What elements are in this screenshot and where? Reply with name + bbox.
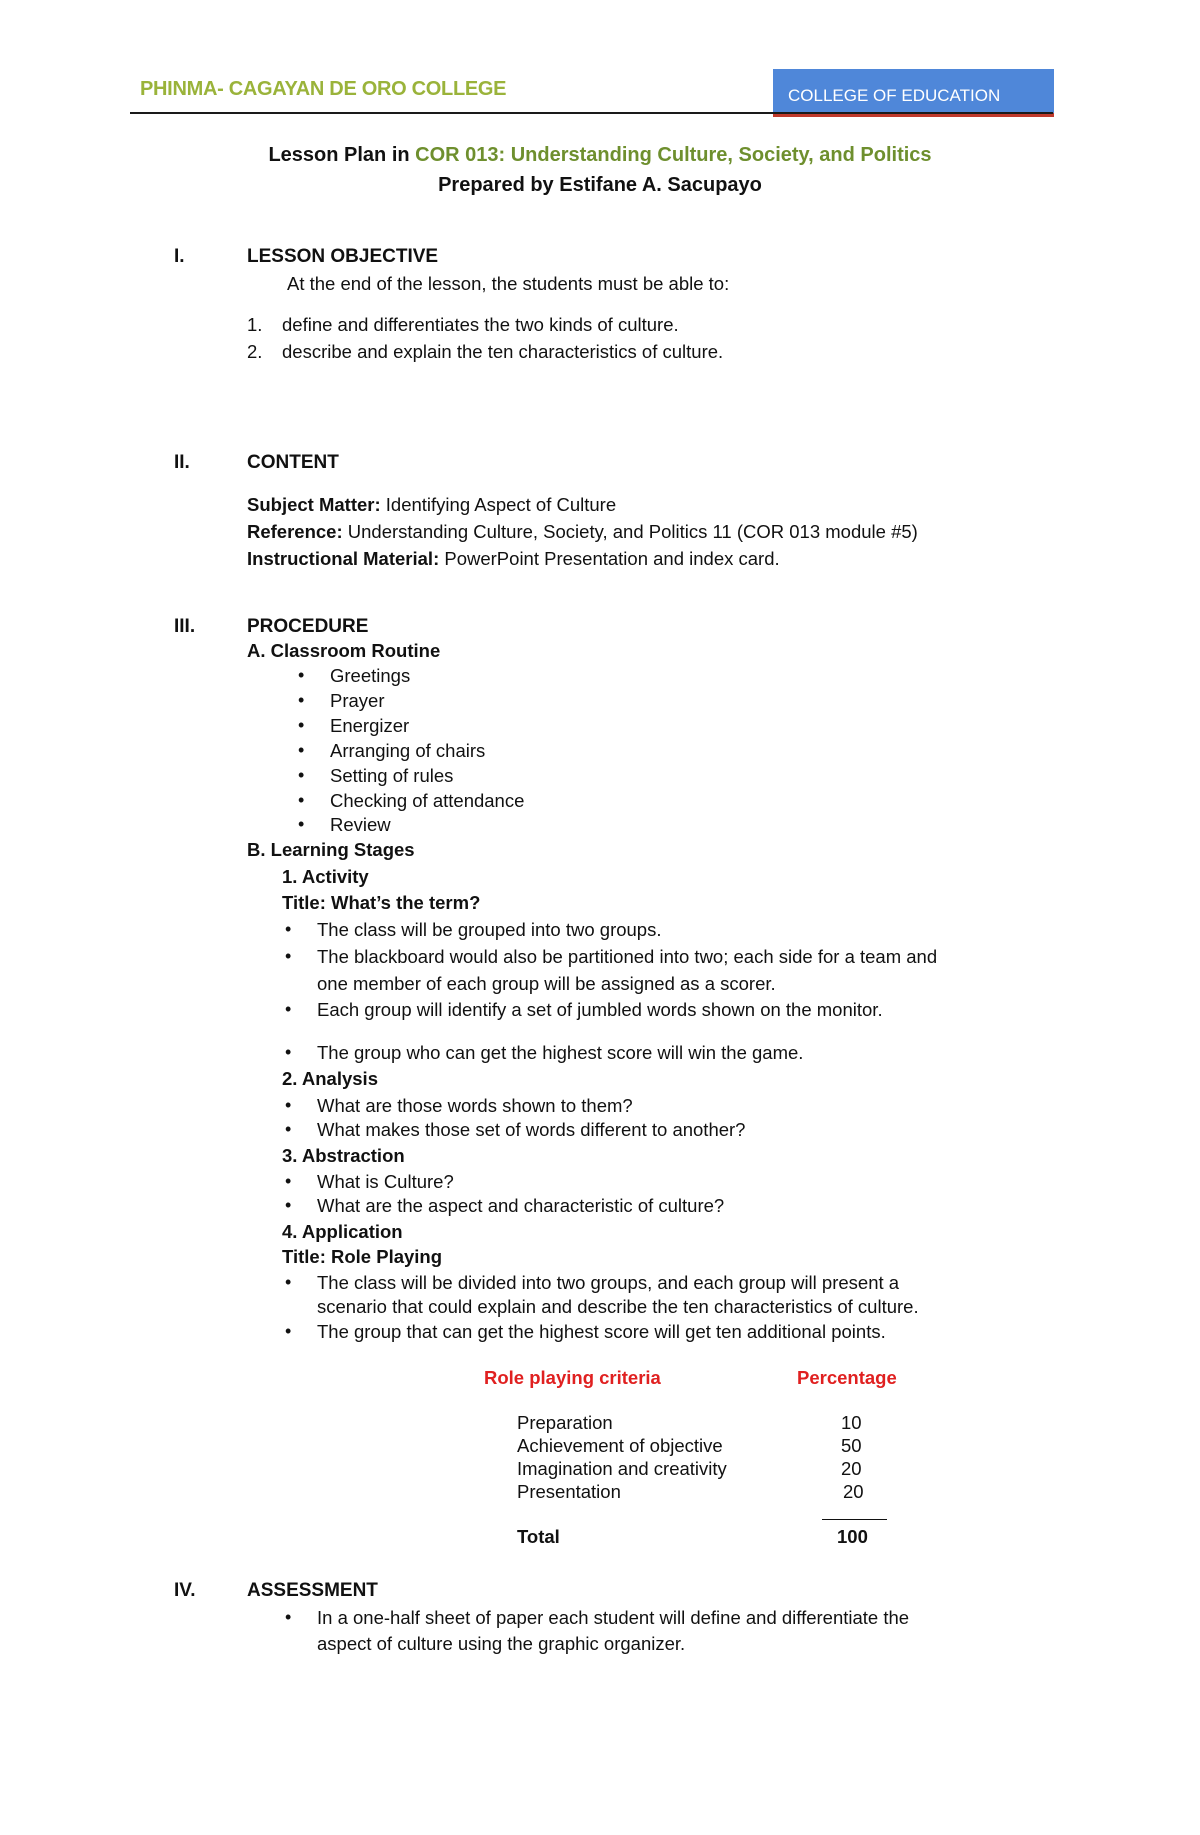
title-prefix: Lesson Plan in — [268, 144, 416, 166]
activity-item: The blackboard would also be partitioned into two; each side for a team and — [317, 946, 938, 967]
bullet-icon: • — [298, 665, 305, 685]
reference-label: Reference: — [247, 521, 343, 542]
college-name: PHINMA- CAGAYAN DE ORO COLLEGE — [140, 78, 507, 100]
bullet-icon: • — [285, 1171, 292, 1191]
bullet-icon: • — [285, 1272, 292, 1292]
criteria-row-value: 50 — [841, 1435, 862, 1456]
analysis-item: What are those words shown to them? — [317, 1095, 633, 1116]
classroom-routine-heading: A. Classroom Routine — [247, 640, 441, 661]
routine-item: Greetings — [330, 665, 411, 686]
reference-value: Understanding Culture, Society, and Politics 11 (COR 013 module #5) — [342, 521, 918, 542]
criteria-row-value: 20 — [841, 1458, 862, 1479]
bullet-icon: • — [285, 999, 292, 1019]
bullet-icon: • — [285, 946, 292, 966]
instructional-material-label: Instructional Material: — [247, 548, 440, 569]
department-label: COLLEGE OF EDUCATION — [788, 86, 1001, 105]
prepared-by: Prepared by Estifane A. Sacupayo — [438, 174, 762, 196]
abstraction-item: What is Culture? — [317, 1171, 454, 1192]
assessment-text: In a one-half sheet of paper each student will define and differentiate the — [317, 1607, 910, 1628]
routine-item: Checking of attendance — [330, 790, 525, 811]
section-number-procedure: III. — [174, 616, 196, 637]
bullet-icon: • — [298, 740, 305, 760]
analysis-item: What makes those set of words different to another? — [317, 1119, 746, 1140]
routine-item: Prayer — [330, 690, 385, 711]
instructional-material — [247, 548, 780, 570]
course-title: COR 013: Understanding Culture, Society, and Politics — [415, 144, 932, 166]
activity-title: Title: What’s the term? — [282, 892, 481, 913]
total-value: 100 — [837, 1526, 868, 1547]
objective-item: describe and explain the ten characteristics of culture. — [282, 341, 724, 362]
criteria-row-label: Imagination and creativity — [517, 1458, 727, 1479]
routine-item: Arranging of chairs — [330, 740, 486, 761]
section-heading-content: CONTENT — [247, 452, 339, 473]
objective-item: define and differentiates the two kinds of culture. — [282, 314, 679, 335]
section-heading-procedure: PROCEDURE — [247, 616, 369, 637]
routine-item: Energizer — [330, 715, 410, 736]
assessment-text-continuation: aspect of culture using the graphic organizer. — [317, 1633, 686, 1654]
criteria-row-label: Preparation — [517, 1412, 613, 1433]
lesson-plan-title — [0, 144, 1200, 167]
bullet-icon: • — [285, 1095, 292, 1115]
objective-item-number: 1. — [247, 314, 263, 335]
bullet-icon: • — [298, 715, 305, 735]
application-item: The group that can get the highest score will get ten additional points. — [317, 1321, 886, 1342]
activity-item: Each group will identify a set of jumbled words shown on the monitor. — [317, 999, 883, 1020]
bullet-icon: • — [285, 1607, 292, 1627]
application-item-continuation: scenario that could explain and describe the ten characteristics of culture. — [317, 1296, 919, 1317]
criteria-row-value: 20 — [843, 1481, 864, 1502]
bullet-icon: • — [298, 790, 305, 810]
section-heading-objective: LESSON OBJECTIVE — [247, 246, 439, 267]
bullet-icon: • — [298, 814, 305, 834]
criteria-row-label: Achievement of objective — [517, 1435, 723, 1456]
instructional-material-value: PowerPoint Presentation and index card. — [439, 548, 780, 569]
application-item: The class will be divided into two groups, and each group will present a — [317, 1272, 900, 1293]
section-number-objective: I. — [174, 246, 185, 267]
routine-item: Setting of rules — [330, 765, 454, 786]
abstraction-heading: 3. Abstraction — [282, 1145, 405, 1166]
bullet-icon: • — [285, 919, 292, 939]
reference — [247, 521, 918, 543]
section-heading-assessment: ASSESSMENT — [247, 1580, 378, 1601]
bullet-icon: • — [285, 1119, 292, 1139]
bullet-icon: • — [285, 1042, 292, 1062]
subject-matter-value: Identifying Aspect of Culture — [380, 494, 617, 515]
abstraction-item: What are the aspect and characteristic of culture? — [317, 1195, 725, 1216]
activity-heading: 1. Activity — [282, 866, 369, 887]
subject-matter-label: Subject Matter: — [247, 494, 381, 515]
bullet-icon: • — [298, 765, 305, 785]
criteria-row-value: 10 — [841, 1412, 862, 1433]
total-label: Total — [517, 1526, 560, 1547]
section-number-content: II. — [174, 452, 190, 473]
subject-matter — [247, 494, 616, 516]
header-rule — [130, 112, 1053, 114]
bullet-icon: • — [285, 1195, 292, 1215]
learning-stages-heading: B. Learning Stages — [247, 839, 415, 860]
criteria-row-label: Presentation — [517, 1481, 621, 1502]
total-rule — [822, 1519, 887, 1520]
routine-item: Review — [330, 814, 391, 835]
activity-item: The class will be grouped into two groups. — [317, 919, 662, 940]
section-number-assessment: IV. — [174, 1580, 196, 1601]
bullet-icon: • — [298, 690, 305, 710]
activity-item-continuation: one member of each group will be assigned as a scorer. — [317, 973, 776, 994]
objective-intro: At the end of the lesson, the students must be able to: — [287, 273, 730, 294]
activity-item: The group who can get the highest score will win the game. — [317, 1042, 804, 1063]
criteria-column-header: Role playing criteria — [484, 1367, 661, 1388]
bullet-icon: • — [285, 1321, 292, 1341]
objective-item-number: 2. — [247, 341, 263, 362]
application-heading: 4. Application — [282, 1221, 403, 1242]
application-title: Title: Role Playing — [282, 1246, 443, 1267]
analysis-heading: 2. Analysis — [282, 1068, 378, 1089]
percentage-column-header: Percentage — [797, 1367, 897, 1388]
